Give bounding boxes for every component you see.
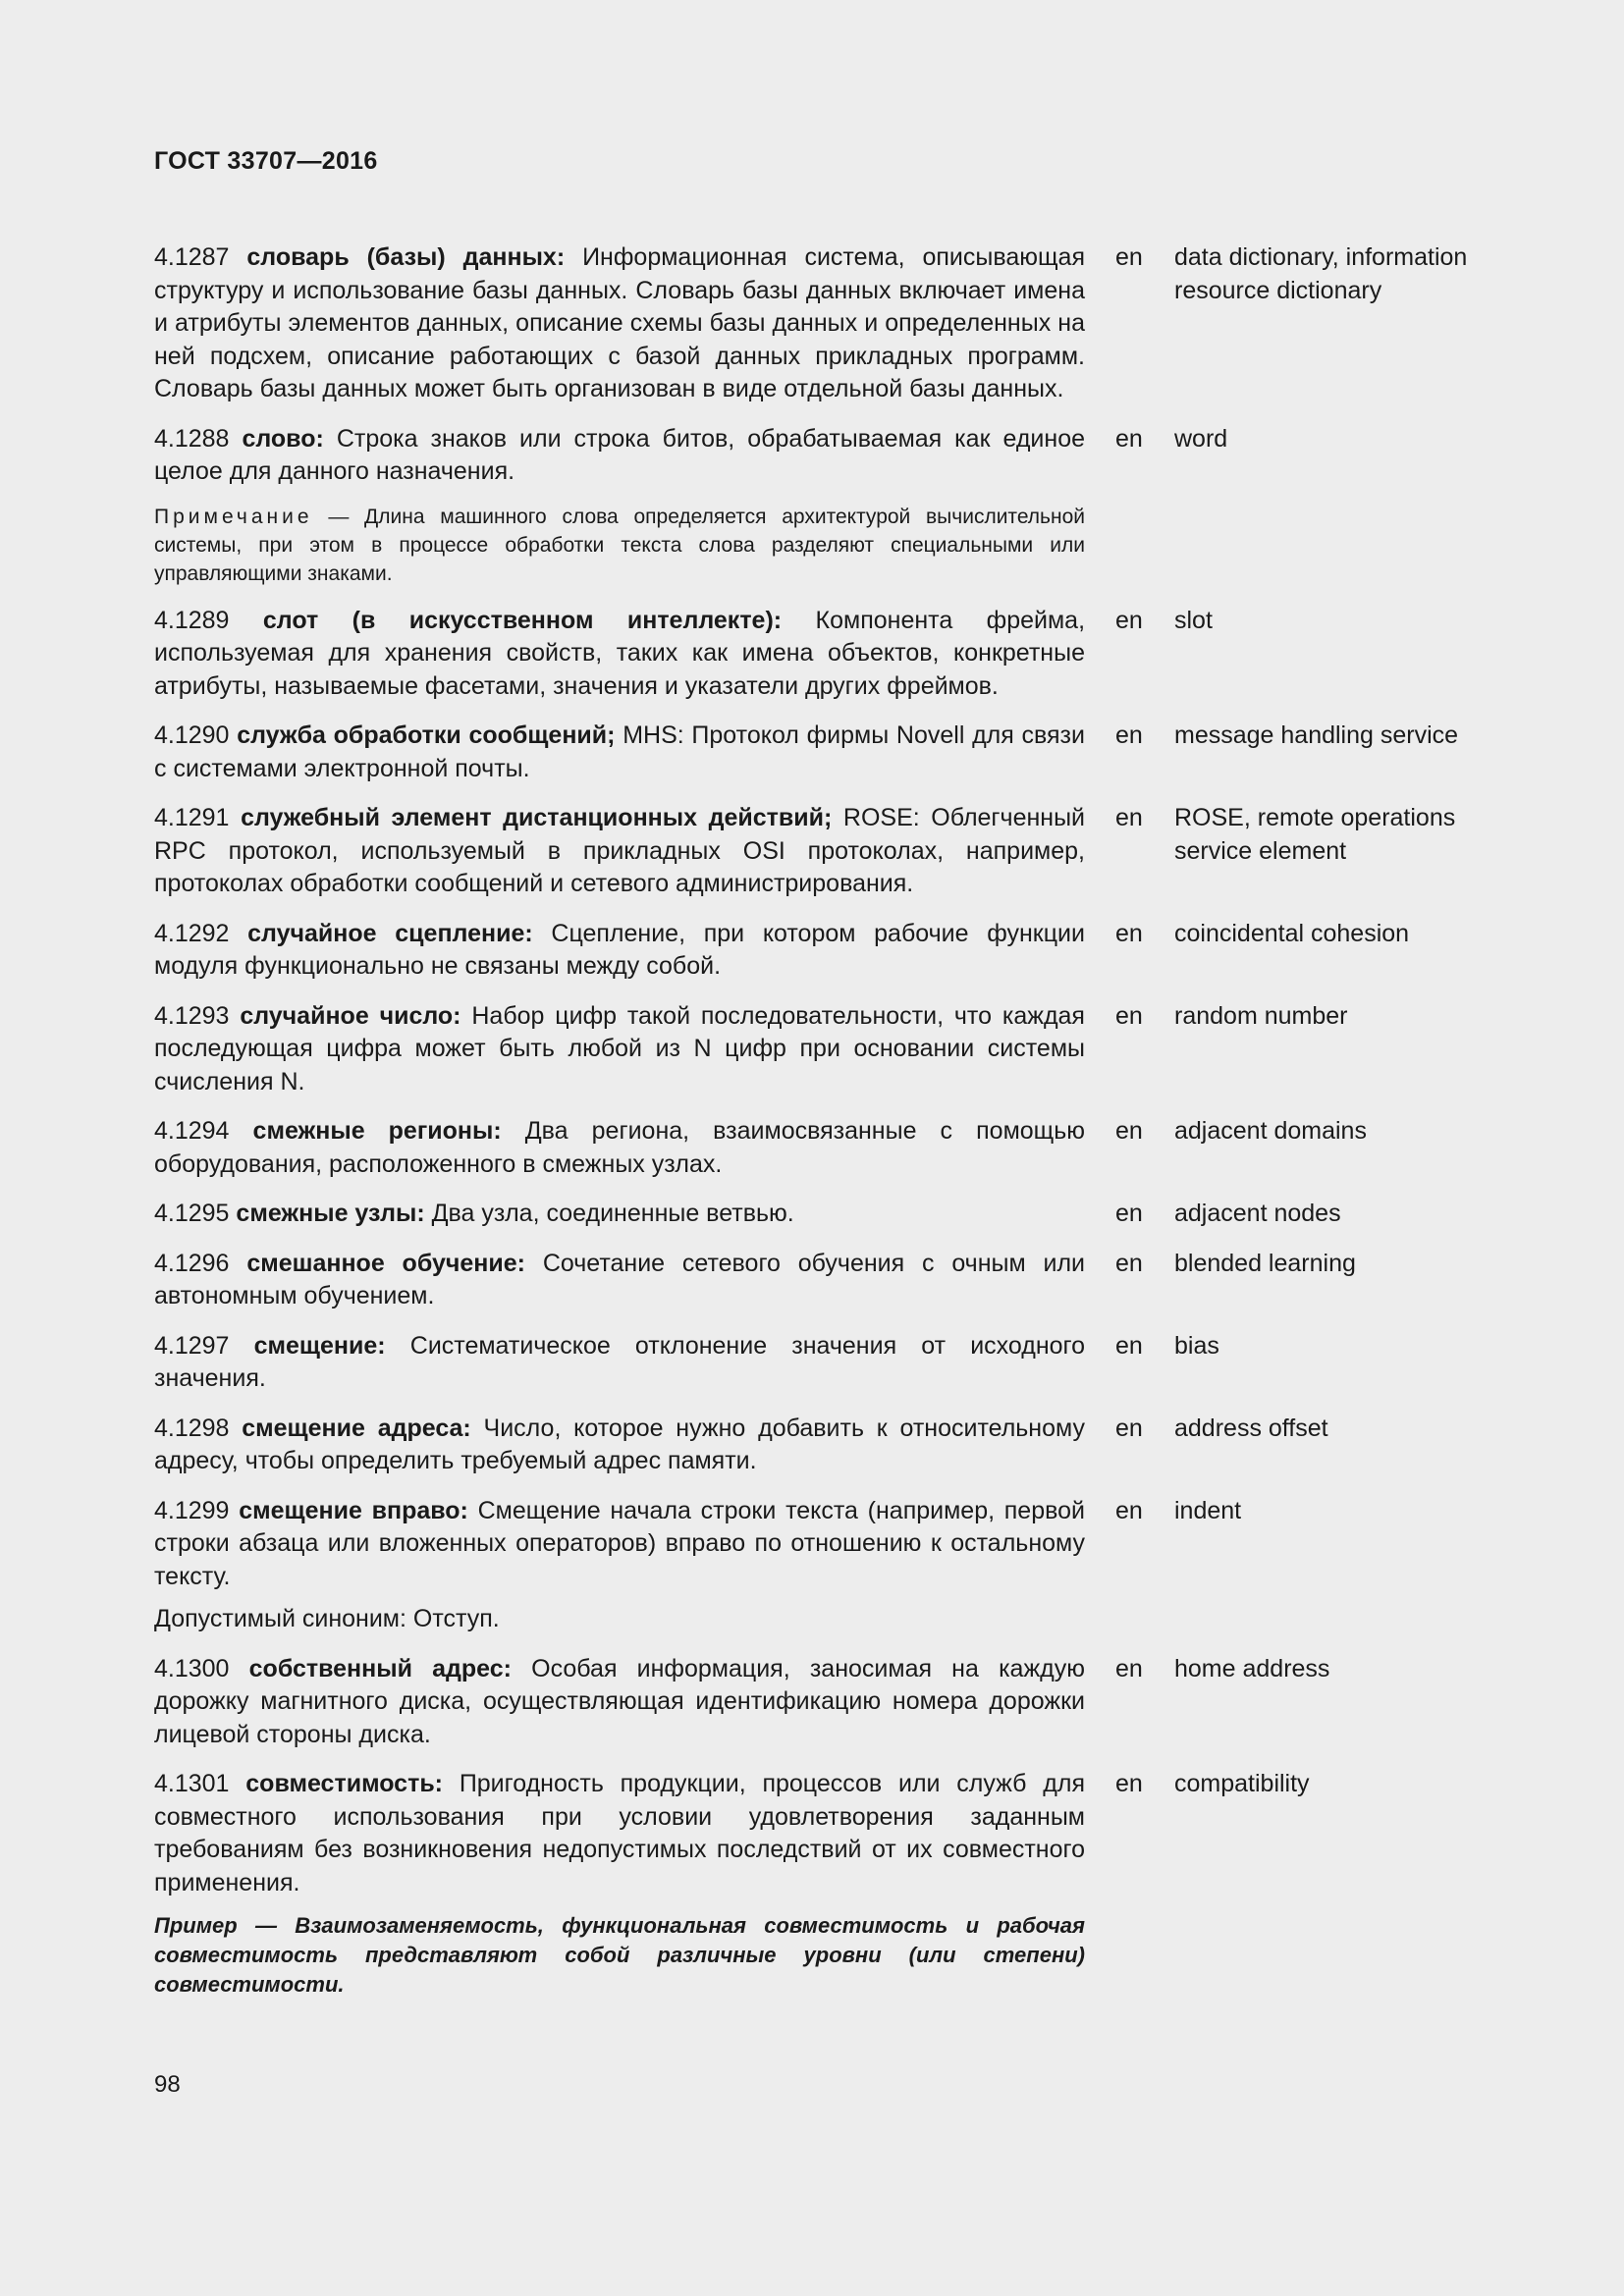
- entry-english-term: bias: [1174, 1331, 1219, 1360]
- glossary-entry: [154, 1653, 1480, 1752]
- entry-number: 4.1292: [154, 919, 230, 947]
- entry-definition: [154, 1198, 1085, 1231]
- entry-term: словарь (базы) данных:: [246, 243, 566, 271]
- entry-term: смещение вправо:: [239, 1496, 468, 1524]
- entry-number: 4.1301: [154, 1770, 230, 1797]
- entry-language: en: [1115, 1117, 1143, 1145]
- entry-number: 4.1288: [154, 424, 230, 453]
- entry-english-term: address offset: [1174, 1414, 1328, 1442]
- entry-language: en: [1115, 721, 1143, 749]
- entry-number: 4.1296: [154, 1249, 230, 1277]
- entry-term: смежные регионы:: [252, 1117, 502, 1145]
- entry-definition: [154, 918, 1085, 984]
- entry-term: смешанное обучение:: [246, 1249, 525, 1277]
- glossary-list: [154, 241, 1480, 2016]
- entry-text: Систематическое отклонение значения от исходного значения.: [154, 1331, 1086, 1392]
- entry-definition: [154, 605, 1085, 704]
- entry-number: 4.1300: [154, 1654, 230, 1682]
- entry-definition: [154, 1495, 1085, 1636]
- entry-language: en: [1115, 243, 1143, 271]
- entry-english-term: blended learning: [1174, 1249, 1356, 1277]
- entry-language: en: [1115, 1001, 1143, 1030]
- entry-definition: [154, 1000, 1085, 1099]
- entry-text: Набор цифр такой последовательности, что каждая последующая цифра может быть любой из N цифр при основании системы счисления N.: [154, 1001, 1085, 1095]
- entry-text: Пригодность продукции, процессов или служб для совместного использования при условии удовлетворения заданным требованиям без возникновения недопустимых последствий от их совместного применения.: [154, 1770, 1085, 1896]
- entry-english-term: data dictionary, information resource dictionary: [1174, 243, 1468, 304]
- document-header: ГОСТ 33707—2016: [154, 147, 378, 175]
- note-label: Примечание: [154, 505, 313, 528]
- glossary-entry: [154, 1115, 1480, 1181]
- entry-definition: [154, 1330, 1085, 1396]
- entry-definition: [154, 241, 1085, 406]
- entry-language: en: [1115, 804, 1143, 831]
- entry-text: Два региона, взаимосвязанные с помощью оборудования, расположенного в смежных узлах.: [154, 1117, 1085, 1178]
- entry-english-term: adjacent domains: [1174, 1117, 1367, 1145]
- glossary-entry: [154, 1768, 1480, 2000]
- entry-english-term: adjacent nodes: [1174, 1200, 1341, 1227]
- glossary-entry: [154, 241, 1480, 406]
- entry-definition: [154, 720, 1085, 785]
- entry-text: Строка знаков или строка битов, обрабатываемая как единое целое для данного назначения.: [154, 424, 1086, 485]
- glossary-entry: [154, 1000, 1480, 1099]
- entry-text: Информационная система, описывающая структуру и использование базы данных. Словарь базы данных включает имена и атрибуты элементов данных, описание схемы базы данных и определенных на ней подсхем, описание работающих с базой данных прикладных программ. Словарь базы данных может быть организован в виде отдельной базы данных.: [154, 243, 1085, 402]
- entry-text: Сцепление, при котором рабочие функции модуля функционально не связаны между собой.: [154, 919, 1085, 980]
- entry-number: 4.1289: [154, 606, 230, 634]
- entry-english-term: random number: [1174, 1001, 1348, 1030]
- entry-text: Компонента фрейма, используемая для хранения свойств, таких как имена объектов, конкретные атрибуты, называемые фасетами, значения и указатели других фреймов.: [154, 606, 1086, 700]
- entry-term: слот (в искусственном интеллекте):: [262, 606, 783, 634]
- glossary-entry: [154, 802, 1480, 901]
- page-number: 98: [154, 2071, 181, 2098]
- entry-definition: [154, 802, 1085, 901]
- entry-example: Пример — Взаимозаменяемость, функциональная совместимость и рабочая совместимость представляют собой различные уровни (или степени) совместимости.: [154, 1913, 1085, 1997]
- entry-term: служба обработки сообщений;: [237, 721, 616, 749]
- entry-english-term: compatibility: [1174, 1770, 1310, 1797]
- entry-definition: [154, 1653, 1085, 1752]
- entry-number: 4.1287: [154, 243, 230, 271]
- note-text: — Длина машинного слова определяется архитектурой вычислительной системы, при этом в процессе обработки текста слова разделяют специальными или управляющими знаками.: [154, 505, 1085, 585]
- glossary-entry: [154, 918, 1480, 984]
- glossary-entry: [154, 1198, 1480, 1231]
- entry-language: en: [1115, 424, 1143, 453]
- entry-language: en: [1115, 1414, 1143, 1442]
- entry-language: en: [1115, 1200, 1143, 1227]
- entry-definition: [154, 1768, 1085, 2000]
- entry-term: служебный элемент дистанционных действий;: [241, 804, 833, 831]
- entry-text: Смещение начала строки текста (например, первой строки абзаца или вложенных операторов) вправо по отношению к остальному тексту.: [154, 1496, 1085, 1590]
- entry-term: случайное сцепление:: [247, 919, 533, 947]
- entry-number: 4.1299: [154, 1496, 230, 1524]
- entry-synonym: Допустимый синоним: Отступ.: [154, 1605, 500, 1632]
- glossary-entry: [154, 1248, 1480, 1313]
- entry-language: en: [1115, 1654, 1143, 1682]
- entry-text: MHS: Протокол фирмы Novell для связи с системами электронной почты.: [154, 721, 1085, 782]
- entry-number: 4.1291: [154, 804, 230, 831]
- glossary-entry: [154, 1413, 1480, 1478]
- entry-english-term: indent: [1174, 1496, 1242, 1524]
- glossary-entry: [154, 1495, 1480, 1636]
- entry-term: собственный адрес:: [248, 1654, 512, 1682]
- entry-english-term: home address: [1174, 1654, 1330, 1682]
- entry-language: en: [1115, 1249, 1143, 1277]
- entry-term: смежные узлы:: [236, 1200, 425, 1227]
- entry-definition: [154, 423, 1085, 588]
- entry-language: en: [1115, 919, 1143, 947]
- entry-definition: [154, 1413, 1085, 1478]
- entry-term: смещение:: [253, 1331, 386, 1360]
- entry-text: Число, которое нужно добавить к относительному адресу, чтобы определить требуемый адрес памяти.: [154, 1414, 1085, 1474]
- entry-definition: [154, 1115, 1085, 1181]
- entry-language: en: [1115, 1331, 1143, 1360]
- entry-text: Особая информация, заносимая на каждую дорожку магнитного диска, осуществляющая идентификацию номера дорожки лицевой стороны диска.: [154, 1654, 1086, 1748]
- entry-language: en: [1115, 1496, 1143, 1524]
- entry-text: Сочетание сетевого обучения с очным или автономным обучением.: [154, 1249, 1086, 1309]
- entry-term: совместимость:: [245, 1770, 444, 1797]
- entry-text: Два узла, соединенные ветвью.: [431, 1200, 794, 1227]
- entry-english-term: message handling service: [1174, 721, 1459, 749]
- entry-note: [154, 503, 1085, 588]
- entry-term: смещение адреса:: [242, 1414, 471, 1442]
- glossary-entry: [154, 1330, 1480, 1396]
- entry-english-term: slot: [1174, 606, 1213, 634]
- entry-term: слово:: [242, 424, 324, 453]
- entry-number: 4.1293: [154, 1001, 230, 1030]
- glossary-entry: [154, 605, 1480, 704]
- entry-english-term: coincidental cohesion: [1174, 919, 1410, 947]
- entry-term: случайное число:: [240, 1001, 461, 1030]
- entry-english-term: word: [1174, 424, 1228, 453]
- glossary-entry: [154, 720, 1480, 785]
- entry-english-term: ROSE, remote operations service element: [1174, 804, 1456, 865]
- entry-number: 4.1294: [154, 1117, 230, 1145]
- entry-language: en: [1115, 1770, 1143, 1797]
- entry-language: en: [1115, 606, 1143, 634]
- entry-number: 4.1290: [154, 721, 230, 749]
- entry-number: 4.1298: [154, 1414, 230, 1442]
- entry-number: 4.1295: [154, 1200, 230, 1227]
- entry-number: 4.1297: [154, 1331, 230, 1360]
- entry-text: ROSE: Облегченный RPC протокол, используемый в прикладных OSI протоколах, например, протоколах обработки сообщений и сетевого администрирования.: [154, 804, 1086, 897]
- entry-definition: [154, 1248, 1085, 1313]
- glossary-entry: [154, 423, 1480, 588]
